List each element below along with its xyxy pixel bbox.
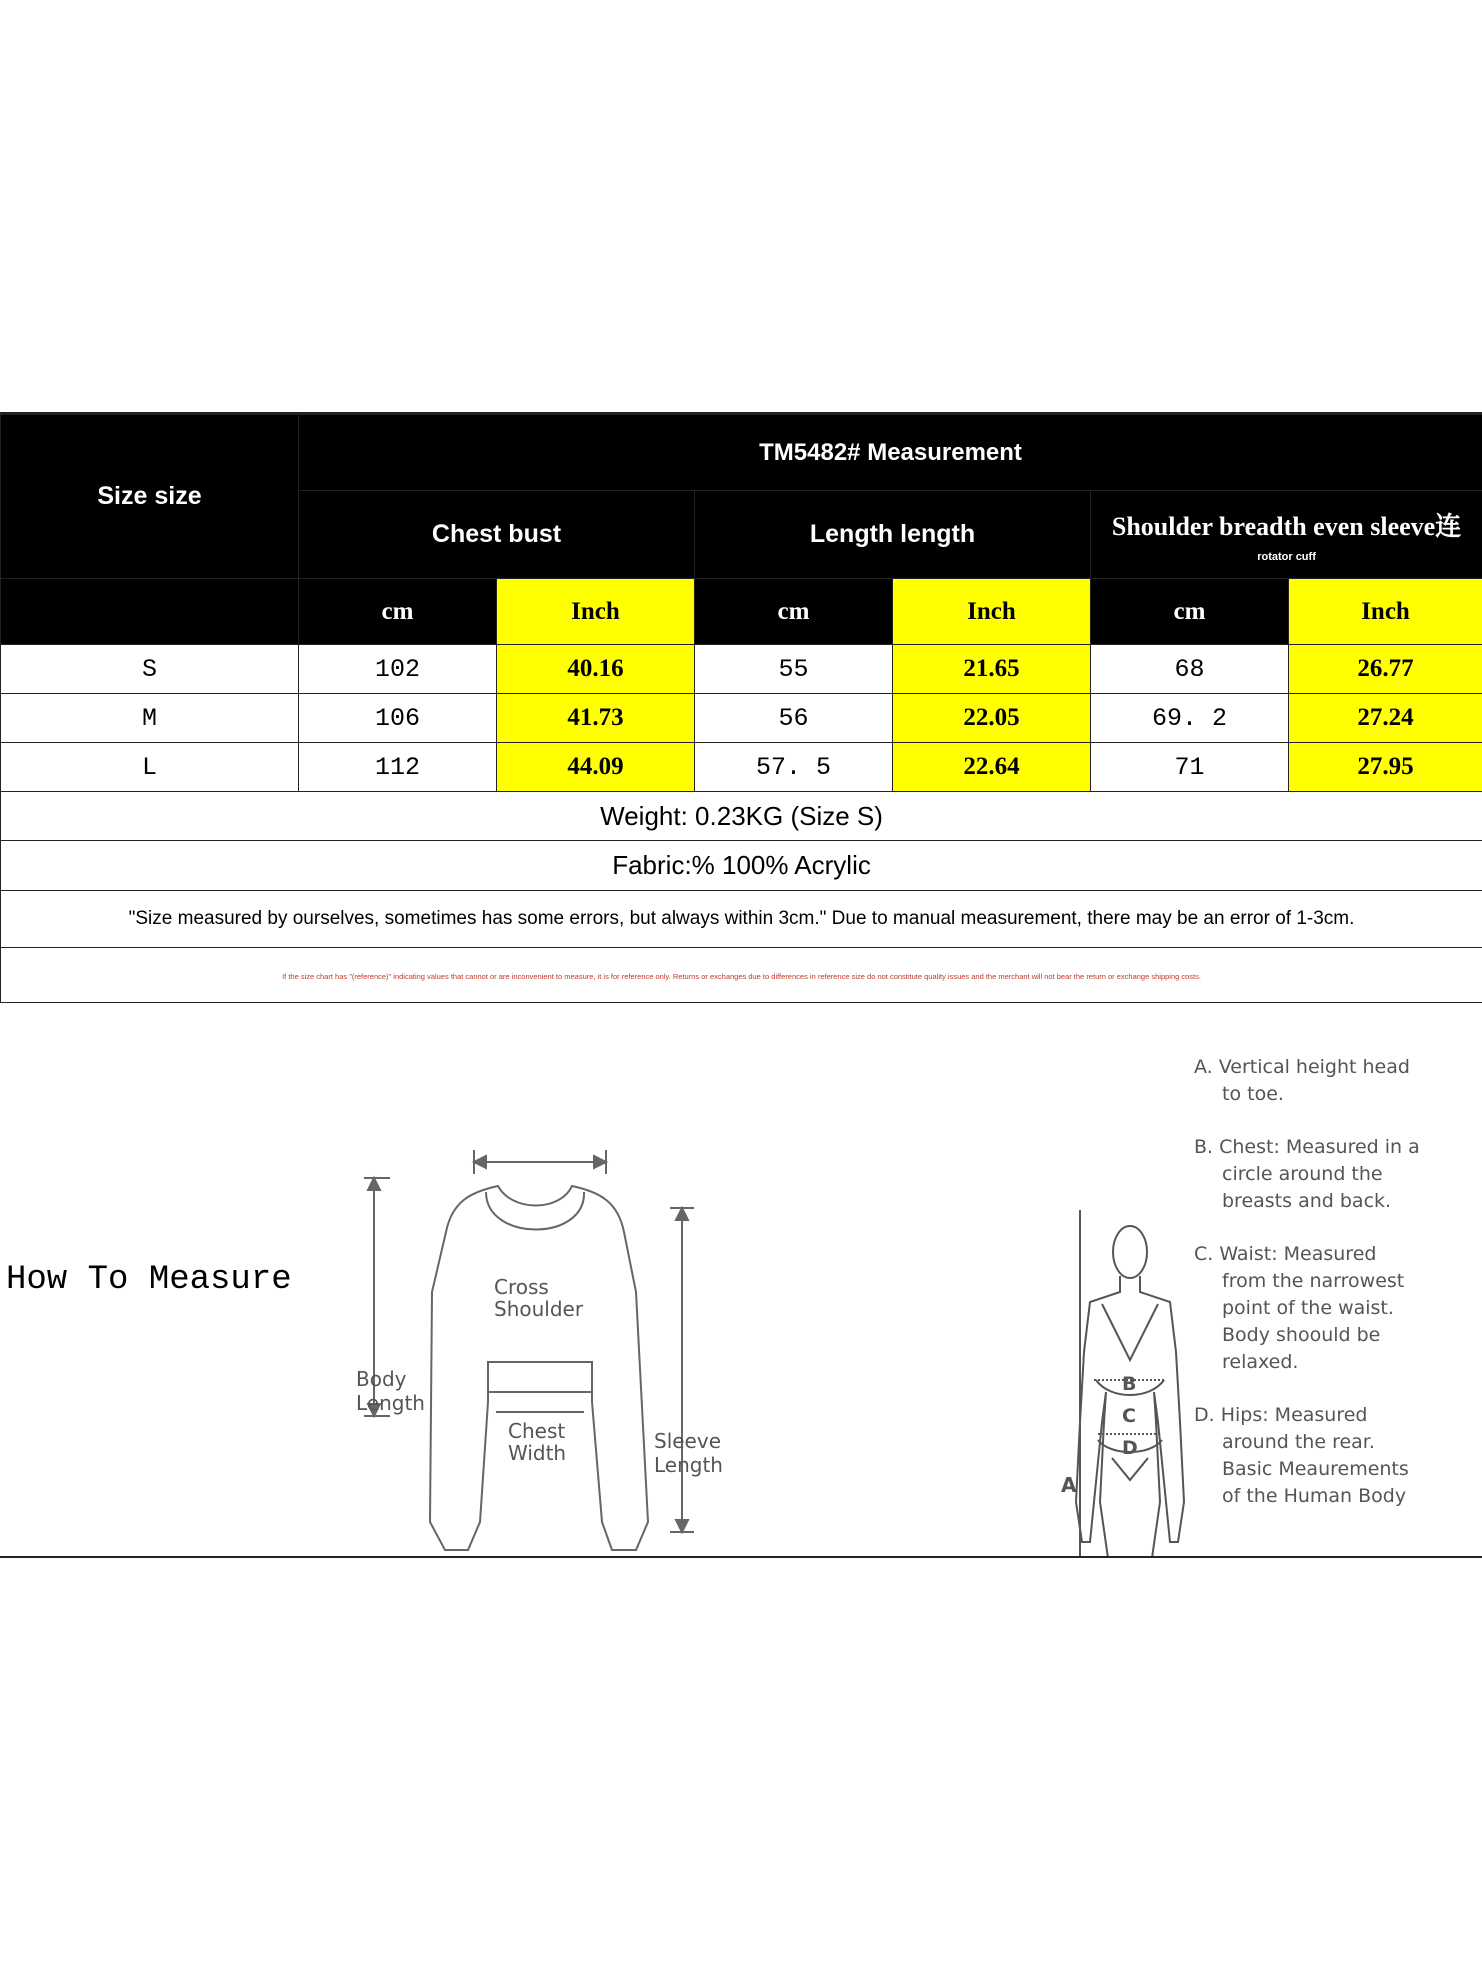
size-cell: M bbox=[1, 694, 299, 743]
note-a: to toe. bbox=[1222, 1083, 1284, 1105]
how-to-measure-label: How To Measure bbox=[6, 1261, 292, 1299]
note-d: of the Human Body bbox=[1222, 1485, 1407, 1507]
note-d: D. Hips: Measured bbox=[1194, 1404, 1368, 1426]
table-title: TM5482# Measurement bbox=[299, 415, 1482, 491]
group-length-header: Length length bbox=[695, 491, 1091, 579]
chest-inch-cell: 41.73 bbox=[497, 694, 695, 743]
unit-cm: cm bbox=[299, 579, 497, 645]
note-c: C. Waist: Measured bbox=[1194, 1243, 1377, 1265]
note-c: relaxed. bbox=[1222, 1351, 1299, 1373]
length-inch-cell: 22.64 bbox=[893, 743, 1091, 792]
sleeve-cm-cell: 69. 2 bbox=[1091, 694, 1289, 743]
note-c: from the narrowest bbox=[1222, 1270, 1405, 1292]
body-length-label: Length bbox=[356, 1391, 425, 1415]
red-note-row: If the size chart has "(reference)" indicating values that cannot or are inconvenient to measure, it is for reference only. Returns or exchanges due to differences in reference size do not constitute quality issues and the merchant will not bear the return or exchange shipping costs. bbox=[1, 948, 1482, 1003]
unit-inch: Inch bbox=[893, 579, 1091, 645]
sleeve-inch-cell: 26.77 bbox=[1289, 645, 1482, 694]
note-d: Basic Meaurements bbox=[1222, 1458, 1409, 1480]
table-row bbox=[1, 694, 1482, 743]
note-b: breasts and back. bbox=[1222, 1190, 1392, 1212]
sweater-drawing bbox=[430, 1186, 648, 1550]
chest-cm-cell: 112 bbox=[299, 743, 497, 792]
length-cm-cell: 56 bbox=[695, 694, 893, 743]
table-row bbox=[1, 743, 1482, 792]
letter-b: B bbox=[1122, 1373, 1137, 1395]
chest-inch-cell: 44.09 bbox=[497, 743, 695, 792]
sleeve-inch-cell: 27.95 bbox=[1289, 743, 1482, 792]
note-c: Body shoould be bbox=[1222, 1324, 1381, 1346]
unit-cm: cm bbox=[695, 579, 893, 645]
chest-width-label: Width bbox=[508, 1441, 567, 1465]
sleeve-inch-cell: 27.24 bbox=[1289, 694, 1482, 743]
size-chart bbox=[0, 412, 1482, 1558]
note-b: B. Chest: Measured in a bbox=[1194, 1136, 1420, 1158]
body-length-label: Body bbox=[356, 1367, 407, 1391]
sleeve-length-label: Length bbox=[654, 1453, 723, 1477]
unit-cm: cm bbox=[1091, 579, 1289, 645]
cross-shoulder-arrow bbox=[474, 1150, 606, 1174]
chest-width-label: Chest bbox=[508, 1419, 566, 1443]
size-header: Size size bbox=[1, 415, 299, 579]
length-cm-cell: 57. 5 bbox=[695, 743, 893, 792]
table-row bbox=[1, 645, 1482, 694]
sleeve-cm-cell: 71 bbox=[1091, 743, 1289, 792]
sleeve-length-arrow bbox=[670, 1208, 694, 1532]
sleeve-length-label: Sleeve bbox=[654, 1429, 722, 1453]
note-b: circle around the bbox=[1222, 1163, 1383, 1185]
length-inch-cell: 21.65 bbox=[893, 645, 1091, 694]
size-cell: L bbox=[1, 743, 299, 792]
chest-inch-cell: 40.16 bbox=[497, 645, 695, 694]
letter-a: A bbox=[1061, 1473, 1077, 1497]
length-inch-cell: 22.05 bbox=[893, 694, 1091, 743]
letter-d: D bbox=[1122, 1437, 1138, 1459]
group-sleeve-header: Shoulder breadth even sleeve连 rotator cuff bbox=[1091, 491, 1482, 579]
chest-cm-cell: 106 bbox=[299, 694, 497, 743]
note-c: point of the waist. bbox=[1222, 1297, 1394, 1319]
length-cm-cell: 55 bbox=[695, 645, 893, 694]
size-cell: S bbox=[1, 645, 299, 694]
note-a: A. Vertical height head bbox=[1194, 1056, 1410, 1078]
weight-row: Weight: 0.23KG (Size S) bbox=[1, 792, 1482, 841]
fabric-row: Fabric:% 100% Acrylic bbox=[1, 841, 1482, 891]
cross-shoulder-label: Cross bbox=[494, 1275, 549, 1299]
note-d: around the rear. bbox=[1222, 1431, 1375, 1453]
unit-inch: Inch bbox=[1289, 579, 1482, 645]
group-sleeve-subheader: rotator cuff bbox=[1257, 551, 1316, 563]
letter-c: C bbox=[1122, 1405, 1136, 1427]
cross-shoulder-label: Shoulder bbox=[494, 1297, 584, 1321]
body-measure-notes bbox=[1194, 1054, 1454, 1510]
unit-inch: Inch bbox=[497, 579, 695, 645]
unit-spacer bbox=[1, 579, 299, 645]
sleeve-cm-cell: 68 bbox=[1091, 645, 1289, 694]
size-table bbox=[0, 414, 1482, 1003]
disclaimer-row: "Size measured by ourselves, sometimes has some errors, but always within 3cm." Due to manual measurement, there may be an error of 1-3cm. bbox=[1, 891, 1482, 948]
chest-cm-cell: 102 bbox=[299, 645, 497, 694]
group-chest-header: Chest bust bbox=[299, 491, 695, 579]
